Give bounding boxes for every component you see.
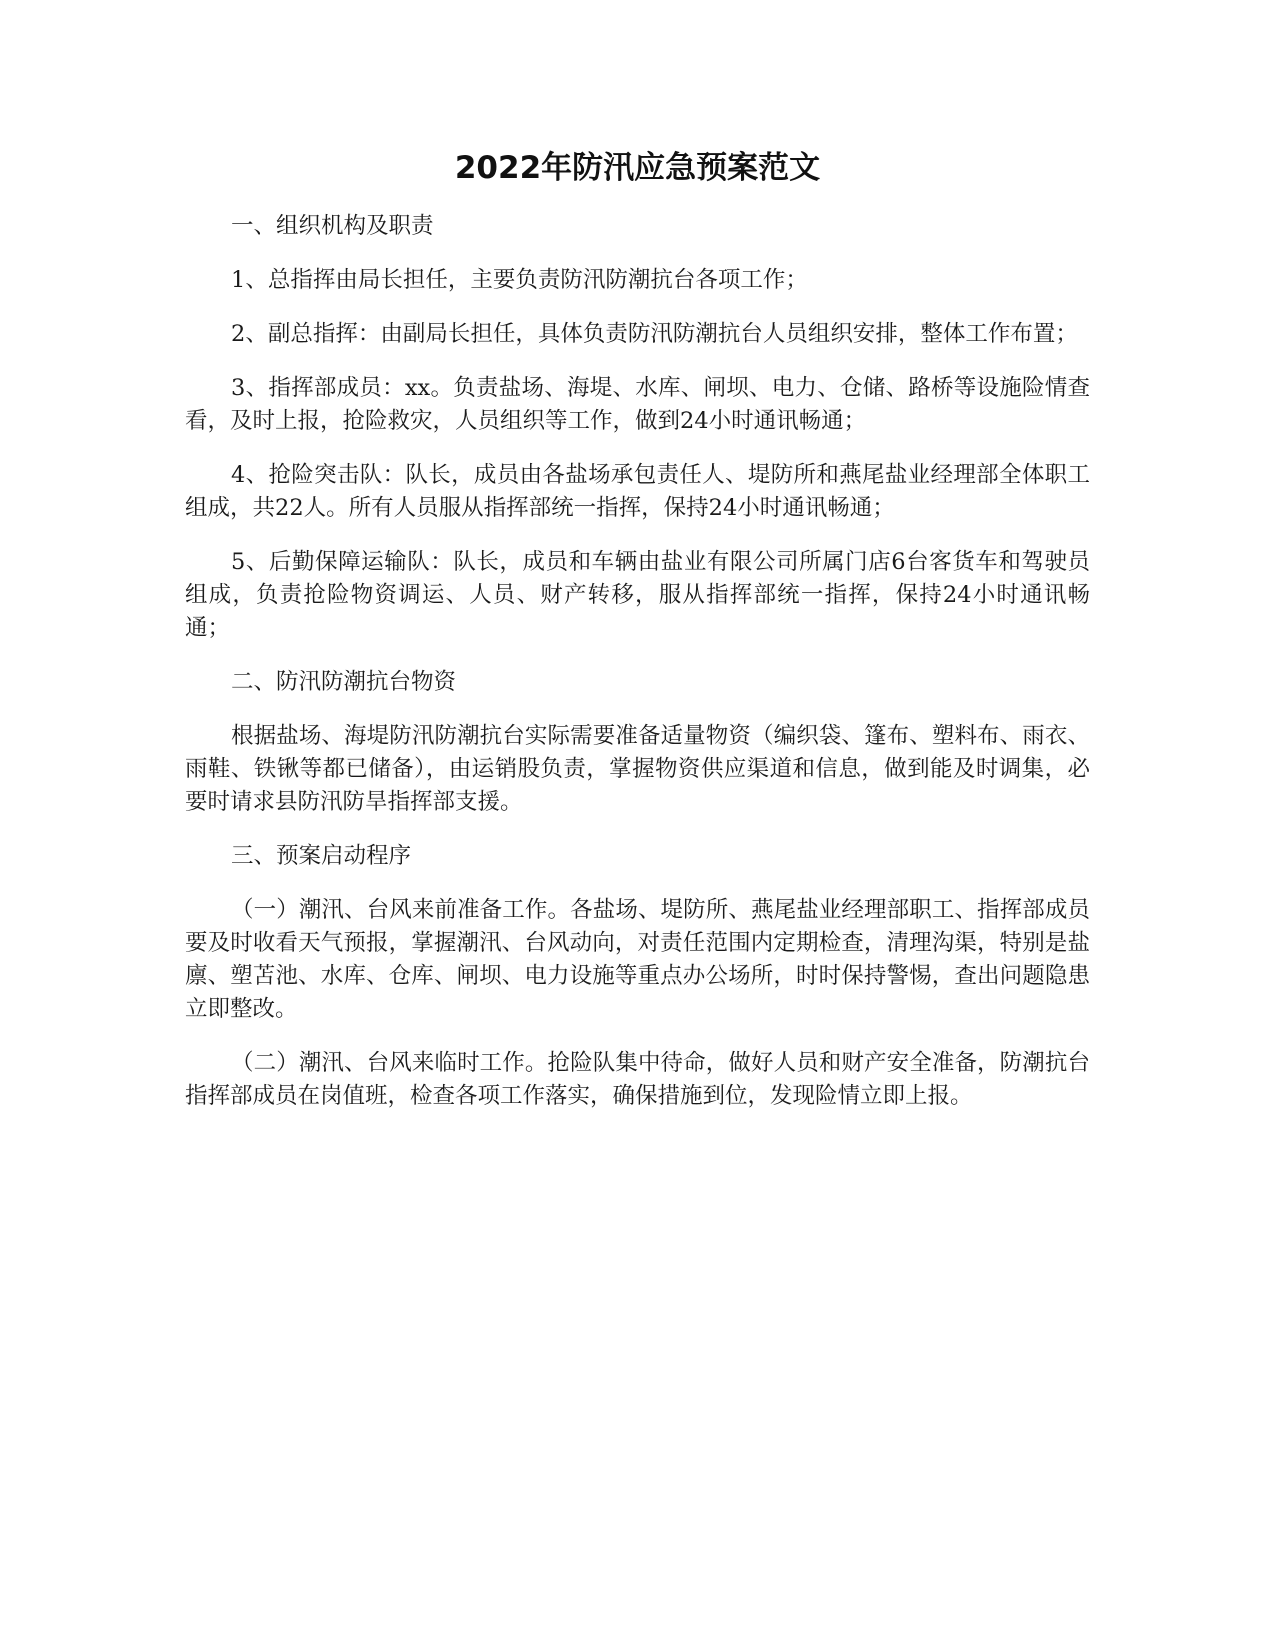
paragraph-deputy-commander: 2、副总指挥：由副局长担任，具体负责防汛防潮抗台人员组织安排，整体工作布置；: [231, 321, 1078, 347]
paragraph-on-arrival: （二）潮汛、台风来临时工作。抢险队集中待命，做好人员和财产安全准备，防潮抗台指挥部成员在岗值班，检查各项工作落实，确保措施到位，发现险情立即上报。: [185, 1050, 1090, 1109]
section-heading-materials: 二、防汛防潮抗台物资: [231, 669, 457, 695]
paragraph-commander: 1、总指挥由局长担任，主要负责防汛防潮抗台各项工作；: [231, 267, 808, 293]
section-heading-activation: 三、预案启动程序: [231, 843, 412, 869]
section-heading-organization: 一、组织机构及职责: [231, 213, 434, 239]
paragraph-pre-arrival: （一）潮汛、台风来前准备工作。各盐场、堤防所、燕尾盐业经理部职工、指挥部成员要及时收看天气预报，掌握潮汛、台风动向，对责任范围内定期检查，清理沟渠，特别是盐廪、塑苫池、水库、仓库、闸坝、电力设施等重点办公场所，时时保持警惕，查出问题隐患立即整改。: [185, 897, 1090, 1022]
paragraph-materials: 根据盐场、海堤防汛防潮抗台实际需要准备适量物资（编织袋、篷布、塑料布、雨衣、雨鞋、铁锹等都已储备），由运销股负责，掌握物资供应渠道和信息，做到能及时调集，必要时请求县防汛防旱指挥部支援。: [185, 723, 1090, 815]
document-body: [185, 148, 1090, 1134]
paragraph-command-members: 3、指挥部成员：xx。负责盐场、海堤、水库、闸坝、电力、仓储、路桥等设施险情查看，及时上报，抢险救灾，人员组织等工作，做到24小时通讯畅通；: [185, 375, 1090, 434]
paragraph-logistics-team: 5、后勤保障运输队：队长，成员和车辆由盐业有限公司所属门店6台客货车和驾驶员组成，负责抢险物资调运、人员、财产转移，服从指挥部统一指挥，保持24小时通讯畅通；: [185, 549, 1090, 641]
paragraph-rescue-team: 4、抢险突击队：队长，成员由各盐场承包责任人、堤防所和燕尾盐业经理部全体职工组成，共22人。所有人员服从指挥部统一指挥，保持24小时通讯畅通；: [185, 462, 1090, 521]
document-title: 2022年防汛应急预案范文: [454, 150, 821, 186]
